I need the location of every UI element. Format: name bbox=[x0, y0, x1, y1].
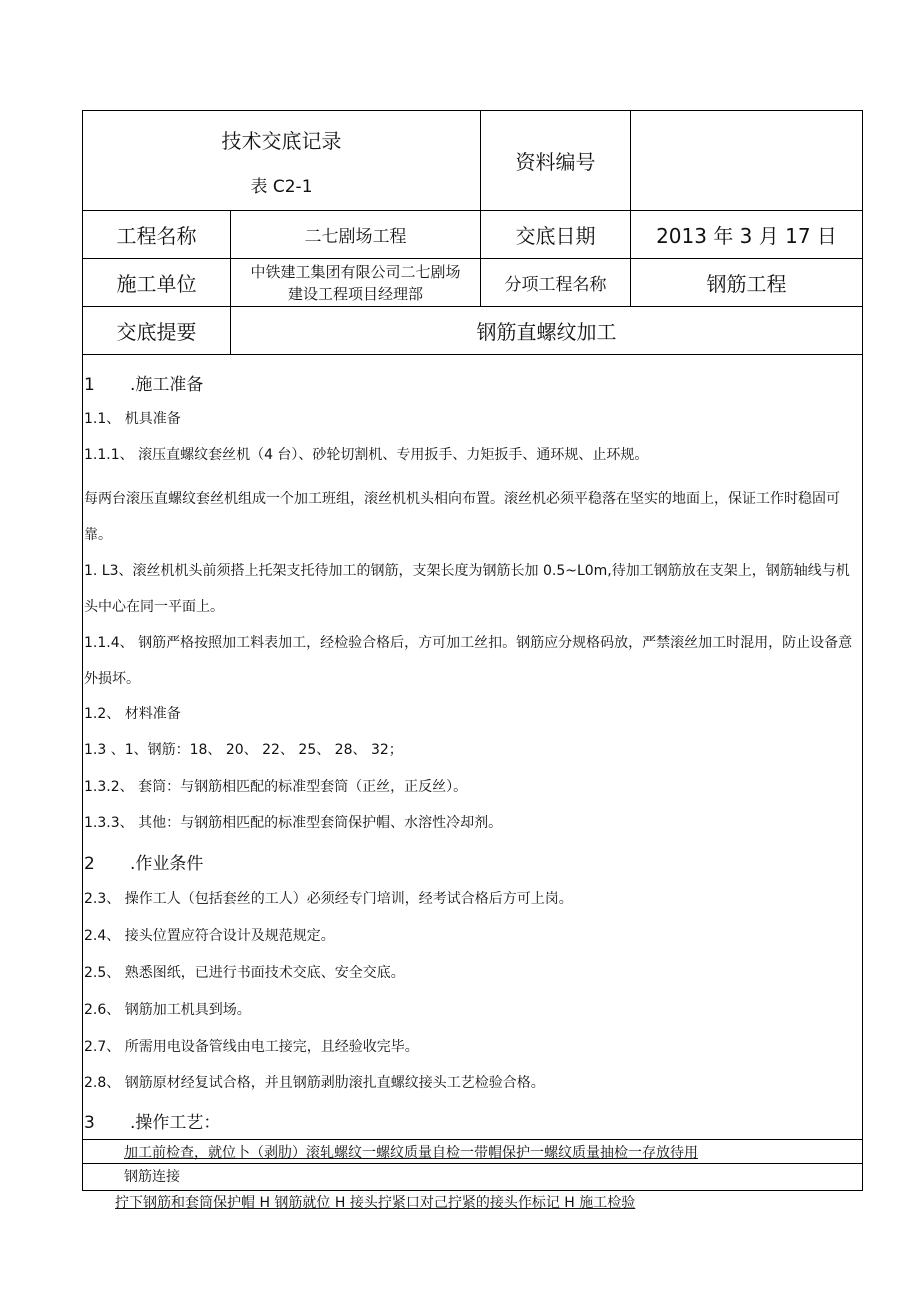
item-1-1-1: 1.1.1、 滚压直螺纹套丝机（4 台）、砂轮切割机、专用扳手、力矩扳手、通环规、止环规。 bbox=[84, 447, 649, 463]
item-2-5: 2.5、 熟悉图纸，已进行书面技术交底、安全交底。 bbox=[84, 965, 405, 981]
doc-no-value bbox=[631, 111, 863, 211]
title-cell bbox=[83, 111, 481, 211]
section-2-number: 2 bbox=[84, 854, 95, 874]
item-1-2: 1.2、 材料准备 bbox=[84, 706, 181, 722]
doc-no-label: 资料编号 bbox=[481, 111, 631, 211]
section-3-title: .操作工艺： bbox=[130, 1113, 221, 1133]
section-2-title: .作业条件 bbox=[130, 854, 204, 874]
summary-value: 钢筋直螺纹加工 bbox=[231, 307, 863, 355]
date-value: 2013 年 3 月 17 日 bbox=[631, 211, 863, 259]
item-2-4: 2.4、 接头位置应符合设计及规范规定。 bbox=[84, 928, 335, 944]
flow-divider-1 bbox=[82, 1139, 862, 1140]
content-box bbox=[82, 354, 863, 1191]
unit-line-2: 建设工程项目经理部 bbox=[287, 284, 423, 303]
item-2-6: 2.6、 钢筋加工机具到场。 bbox=[84, 1002, 251, 1018]
process-flow-connection-label: 钢筋连接 bbox=[124, 1169, 180, 1185]
section-3-number: 3 bbox=[84, 1113, 95, 1133]
item-2-7: 2.7、 所需用电设备管线由电工接完，且经验收完毕。 bbox=[84, 1039, 419, 1055]
unit-line-1: 中铁建工集团有限公司二七剧场 bbox=[250, 262, 461, 281]
section-2-heading bbox=[84, 849, 203, 874]
section-1-number: 1 bbox=[84, 375, 95, 395]
process-flow-processing: 加工前检查，就位卜（剥肋）滚轧螺纹一螺纹质量自检一带帽保护一螺纹质量抽检一存放待用 bbox=[124, 1145, 698, 1161]
section-1-title: .施工准备 bbox=[130, 375, 204, 395]
project-name-value: 二七剧场工程 bbox=[231, 211, 481, 259]
section-1-heading bbox=[84, 370, 203, 395]
item-1-3-2: 1.3.2、 套筒：与钢筋相匹配的标准型套筒（正丝，正反丝）。 bbox=[84, 779, 468, 795]
item-1-3-3: 1.3.3、 其他：与钢筋相匹配的标准型套筒保护帽、水溶性冷却剂。 bbox=[84, 815, 503, 831]
record-title: 技术交底记录 bbox=[221, 128, 342, 153]
item-1-1-4: 1.1.4、 钢筋严格按照加工料表加工，经检验合格后，方可加工丝扣。钢筋应分规格码放，严禁滚丝加工时混用，防止设备意外损坏。 bbox=[84, 635, 853, 687]
project-name-label: 工程名称 bbox=[83, 211, 231, 259]
item-2-8: 2.8、 钢筋原材经复试合格，并且钢筋剥肋滚扎直螺纹接头工艺检验合格。 bbox=[84, 1075, 545, 1091]
unit-value bbox=[231, 259, 481, 307]
section-3-heading bbox=[84, 1108, 220, 1133]
unit-label: 施工单位 bbox=[83, 259, 231, 307]
item-1-3-1: 1.3 、1、钢筋：18、 20、 22、 25、 28、 32； bbox=[84, 742, 403, 758]
item-1-1: 1.1、 机具准备 bbox=[84, 411, 181, 427]
sub-project-label: 分项工程名称 bbox=[481, 259, 631, 307]
paragraph-rolling-machine: 每两台滚压直螺纹套丝机组成一个加工班组，滚丝机机头相向布置。滚丝机必须平稳落在坚实的地面上，保证工作时稳固可靠。 bbox=[84, 491, 840, 543]
flow-divider-2 bbox=[82, 1163, 862, 1164]
header-table bbox=[82, 110, 863, 355]
item-2-3: 2.3、 操作工人（包括套丝的工人）必须经专门培训，经考试合格后方可上岗。 bbox=[84, 891, 573, 907]
item-1-L3: 1. L3、滚丝机机头前须搭上托架支托待加工的钢筋，支架长度为钢筋长加 0.5~L0m,待加工钢筋放在支架上，钢筋轴线与机头中心在同一平面上。 bbox=[84, 563, 850, 615]
form-number: 表 C2-1 bbox=[250, 176, 313, 197]
date-label: 交底日期 bbox=[481, 211, 631, 259]
summary-label: 交底提要 bbox=[83, 307, 231, 355]
sub-project-value: 钢筋工程 bbox=[631, 259, 863, 307]
process-flow-connection: 拧下钢筋和套筒保护帽 H 钢筋就位 H 接头拧紧口对己拧紧的接头作标记 H 施工检验 bbox=[115, 1195, 636, 1211]
